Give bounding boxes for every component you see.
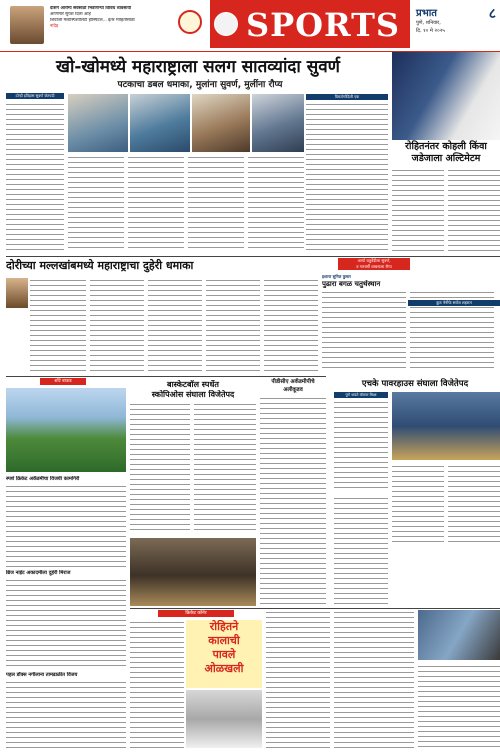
short-body-3 — [6, 680, 126, 748]
side-tag: विराटोगोदिली एक — [306, 94, 388, 100]
basketball-body-col1 — [130, 402, 190, 534]
promo-logo — [178, 10, 202, 34]
powerhouse-body-col4 — [334, 496, 388, 606]
short-headline-1: स्पर्श क्रिकेट अकॅडमीचा विजयी कामगिरी — [6, 476, 80, 482]
bottom-right-photo — [418, 610, 500, 660]
brand-logo: प्रभात — [416, 8, 438, 19]
pmdt-body — [260, 396, 326, 606]
short-story-tag: शॉर्ट बाऊड — [40, 378, 86, 385]
pmdt-headline-1: पीडीसीए अकॅडमीपीचे — [271, 379, 315, 385]
section-title: SPORTS — [246, 6, 400, 44]
cricket-headline-2: कालाची — [208, 634, 240, 647]
basketball-headline-1: बास्केटबॉल स्पर्धेत — [167, 380, 219, 389]
divider-1 — [6, 256, 500, 257]
mallakhamb-body-col2 — [90, 278, 144, 372]
main-body-col4 — [188, 155, 244, 252]
right-box-tag: कुठ नेनीफे सर्वज शहरात — [408, 300, 500, 306]
pmdt-headline-2: अलीकूडव — [283, 387, 303, 393]
sub-section-tag: इशान्त सुनिल कुमार — [322, 274, 351, 279]
right-feature-box — [412, 258, 500, 290]
powerhouse-tag: पुणे धावते बॉलवर सिक्षा — [334, 392, 388, 398]
kho-kho-photo-4 — [252, 94, 304, 152]
mallakhamb-body-col4 — [206, 278, 260, 372]
basketball-body-col2 — [194, 402, 256, 534]
ball-icon — [214, 12, 238, 36]
sub-section-headline: पुढारा बगळ चतुर्थस्थान — [322, 280, 381, 288]
kohli-body-col2 — [448, 168, 500, 252]
kohli-headline-2: जडेजाला अल्टिमेटम — [411, 153, 481, 164]
kohli-rohit-photo — [392, 52, 500, 140]
short-body-2 — [6, 578, 126, 670]
powerhouse-body-col1 — [334, 400, 388, 492]
main-headline: खो-खोमध्ये महाराष्ट्राला सलग सातव्यांदा सुवर्ण — [56, 57, 340, 77]
kho-kho-photo-1 — [68, 94, 128, 152]
main-body-col5 — [248, 155, 304, 252]
edition-city: पुणे, शनिवार, — [416, 20, 441, 26]
cricket-corner-body — [130, 620, 184, 748]
main-tag: दोन्ही इतिहास सुवर्ण जेतपदी — [6, 93, 64, 99]
mallakhamb-tag — [338, 258, 410, 270]
short-headline-3: पहल डॉक्स नगीलाना तामढाळीत विजय — [6, 672, 78, 678]
promo-line-3: शिवाजी मल्टीस्पेशालिटी हॉस्पिटल... इतर माहितीसाठी — [50, 18, 135, 23]
mallakhamb-body-col3 — [148, 278, 202, 372]
powerhouse-body-col3 — [448, 464, 500, 546]
main-body-col1 — [6, 102, 64, 252]
divider-2 — [6, 376, 326, 377]
sub-section-body — [322, 290, 406, 370]
promo-photo — [10, 6, 44, 44]
cricket-headline-3: पावले — [212, 648, 236, 661]
masthead — [0, 0, 500, 52]
promo-line-4: नांदेड़ — [50, 24, 59, 29]
mallakhamb-body-col1 — [30, 278, 86, 372]
kohli-headline-1: रोहितनंतर कोहली किंवा — [405, 141, 487, 152]
bottom-mid-col1 — [266, 610, 330, 748]
mallakhamb-tag-line-1: आर्या चतुर्वेदीला सुवर्ण, — [357, 258, 391, 263]
sports-banner — [210, 0, 410, 48]
cricket-photo — [6, 388, 126, 472]
main-subhead: पटकाचा डबल धमाका, मुलांना सुवर्ण, मुलींना रौप्य — [117, 80, 283, 90]
bottom-right-col1 — [334, 610, 414, 748]
cricket-headline-4: ओळखली — [204, 662, 244, 675]
cricket-corner-headline — [186, 620, 262, 688]
short-headline-2: ब्रिज नाईट अकादमीला दुहेरी मिराज — [6, 570, 71, 576]
powerhouse-team-photo — [392, 392, 500, 460]
powerhouse-body-col2 — [392, 464, 444, 546]
main-body-col2 — [68, 155, 124, 252]
short-body-1 — [6, 484, 126, 568]
edition-date: दि. १० मे २०२५ — [416, 28, 445, 34]
basketball-headline-2: स्कोपिओस संघाला विजेतेपद — [151, 390, 235, 399]
bottom-right-col2 — [418, 664, 500, 748]
mallakhamb-body-col5 — [264, 278, 318, 372]
powerhouse-headline: एचके पावरहाउस संघाला विजेतेपद — [361, 379, 469, 389]
kho-kho-photo-2 — [130, 94, 190, 152]
promo-text — [50, 6, 178, 30]
side-body — [306, 102, 388, 252]
kohli-body-col1 — [392, 168, 444, 252]
basketball-team-photo — [130, 538, 256, 606]
mallakhamb-tag-line-2: व गतवर्षी शाबनाला रौप्य — [356, 264, 392, 269]
mallakhamb-headline: दोरीच्या मल्लखांबमध्ये महाराष्ट्राचा दुहेरी धमाका — [6, 259, 194, 272]
cricket-corner-tag: क्रिकेट कॉर्नर — [158, 610, 234, 617]
main-body-col3 — [128, 155, 184, 252]
divider-3 — [130, 608, 500, 609]
promo-line-1: देशिंग आरोग्य सेवेसाठी भिडणाऱ्या विविध व्यवसायी — [50, 6, 132, 11]
kho-kho-photo-3 — [192, 94, 250, 152]
promo-line-2: आणणारे सुयश दिला आहे — [50, 12, 91, 17]
page-number: ८ — [488, 6, 496, 22]
rohit-photo — [186, 690, 262, 748]
cricket-headline-1: रोहितने — [209, 620, 239, 633]
mallakhamb-athlete-photo — [6, 278, 28, 308]
